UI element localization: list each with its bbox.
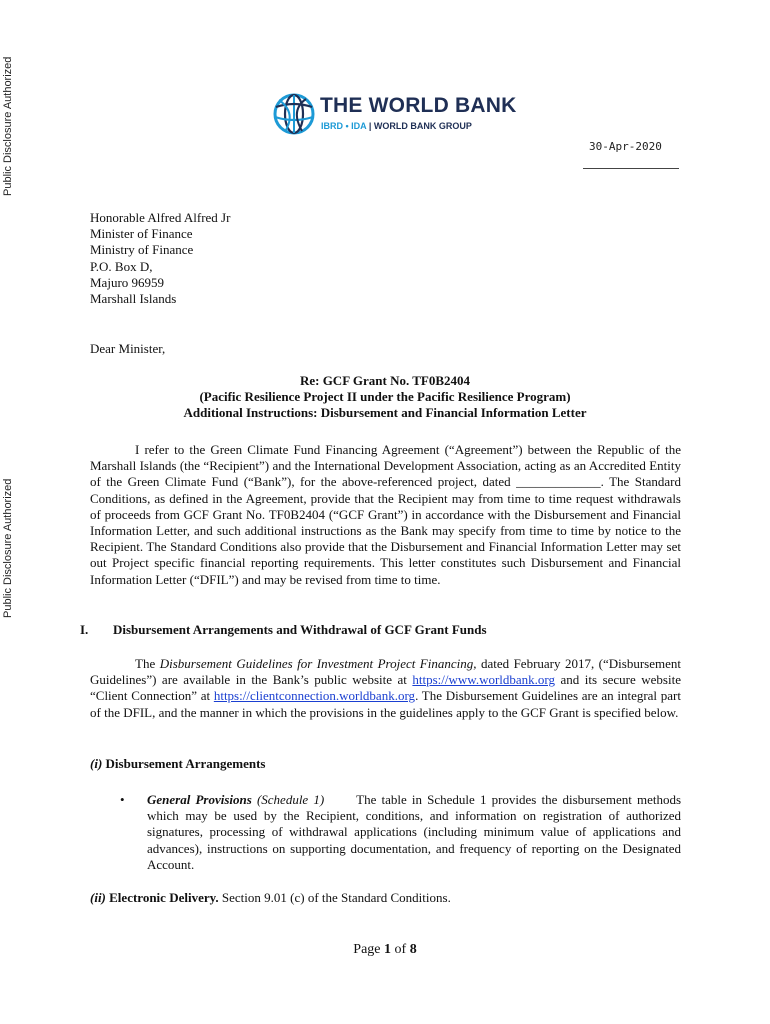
letter-date: 30-Apr-2020 [589, 140, 662, 153]
current-page: 1 [384, 942, 392, 957]
electronic-delivery-title: Electronic Delivery. [109, 890, 219, 905]
subject-block [90, 373, 680, 422]
subsection-number: (i) [90, 756, 103, 771]
address-line: Honorable Alfred Alfred Jr [90, 210, 231, 225]
salutation: Dear Minister, [90, 341, 166, 356]
bullet-icon: • [120, 792, 125, 807]
total-pages: 8 [409, 942, 417, 957]
subject-title: Additional Instructions: Disbursement and Financial Information Letter [183, 405, 587, 421]
bullet-reference: (Schedule 1) [256, 792, 325, 807]
date-underline [583, 168, 679, 169]
address-line: Marshall Islands [90, 291, 177, 307]
general-provisions-item [147, 792, 681, 873]
address-line: P.O. Box D, [90, 258, 153, 274]
intro-paragraph [90, 442, 681, 588]
globe-icon [272, 92, 316, 136]
subsection-heading [90, 756, 266, 772]
subsection-number: (ii) [90, 890, 106, 905]
section-number: I. [80, 622, 89, 637]
subsection-title: Disbursement Arrangements [105, 756, 266, 771]
guidelines-paragraph: The Disbursement Guidelines for Investment Project Financing, dated February 2017, (“Disbursement Guidelines”) are available in the Bank’s public website at https://www.worldbank.org and its secure website “Client Connection” at https://clientconnection.worldbank.org. The Disbursement Guidelines are an integral part of the DFIL, and the manner in which the provisions in the guidelines apply to the GCF Grant is specified below. [90, 656, 681, 720]
section-title: Disbursement Arrangements and Withdrawal of GCF Grant Funds [113, 622, 487, 637]
guidelines-title: Disbursement Guidelines for Investment Project Financing, [159, 656, 477, 671]
address-line: Majuro 96959 [90, 274, 165, 290]
electronic-delivery-text: Section 9.01 (c) of the Standard Conditions. [221, 890, 451, 905]
recipient-address [90, 210, 230, 307]
address-line: Minister of Finance [90, 226, 193, 242]
logo-group: WORLD BANK GROUP [373, 121, 472, 131]
logo-ibrd-ida: IBRD • IDA [321, 121, 367, 131]
world-bank-logo [272, 92, 517, 142]
subject-grant-number: Re: GCF Grant No. TF0B2404 [299, 373, 471, 388]
logo-title: THE WORLD BANK [320, 94, 517, 117]
address-line: Ministry of Finance [90, 242, 194, 258]
disclosure-watermark-bottom: Public Disclosure Authorized [2, 478, 14, 618]
client-connection-link[interactable]: https://clientconnection.worldbank.org [213, 688, 416, 704]
logo-subtitle [321, 121, 472, 131]
section-heading [80, 622, 487, 638]
bullet-title: General Provisions [147, 792, 252, 807]
worldbank-link[interactable]: https://www.worldbank.org [412, 672, 556, 688]
electronic-delivery-item [90, 890, 451, 906]
disclosure-watermark-top: Public Disclosure Authorized [2, 56, 14, 196]
page-footer: Page 1 of 8 [353, 942, 417, 957]
subject-project: (Pacific Resilience Project II under the Pacific Resilience Program) [199, 389, 571, 405]
intro-text: I refer to the Green Climate Fund Financing Agreement (“Agreement”) between the Republic of the Marshall Islands (the “Recipient”) and the International Development Association, acting as an Accredited Entity of the Green Climate Fund (“Bank”), for the above-referenced project, dated _____________. The Standard Conditions, as defined in the Agreement, provide that the Recipient may from time to time request withdrawals of proceeds from GCF Grant No. TF0B2404 (“GCF Grant”) in accordance with the Disbursement and Financial Information Letter, and such additional instructions as the Bank may specify from time to time by notice to the Recipient. The Standard Conditions also provide that the Disbursement and Financial Information Letter may set out Project specific financial reporting requirements. This letter constitutes such Disbursement and Financial Information Letter (“DFIL”) and may be revised from time to time. [90, 442, 681, 587]
bullet-text: The table in Schedule 1 provides the disbursement methods which may be used by the Recipient, conditions, and information on registration of authorized signatures, processing of withdrawal applications (including minimum value of applications and advances), instructions on supporting documentation, and frequency of reporting on the Designated Account. [147, 792, 682, 872]
logo-separator: | [366, 121, 374, 131]
